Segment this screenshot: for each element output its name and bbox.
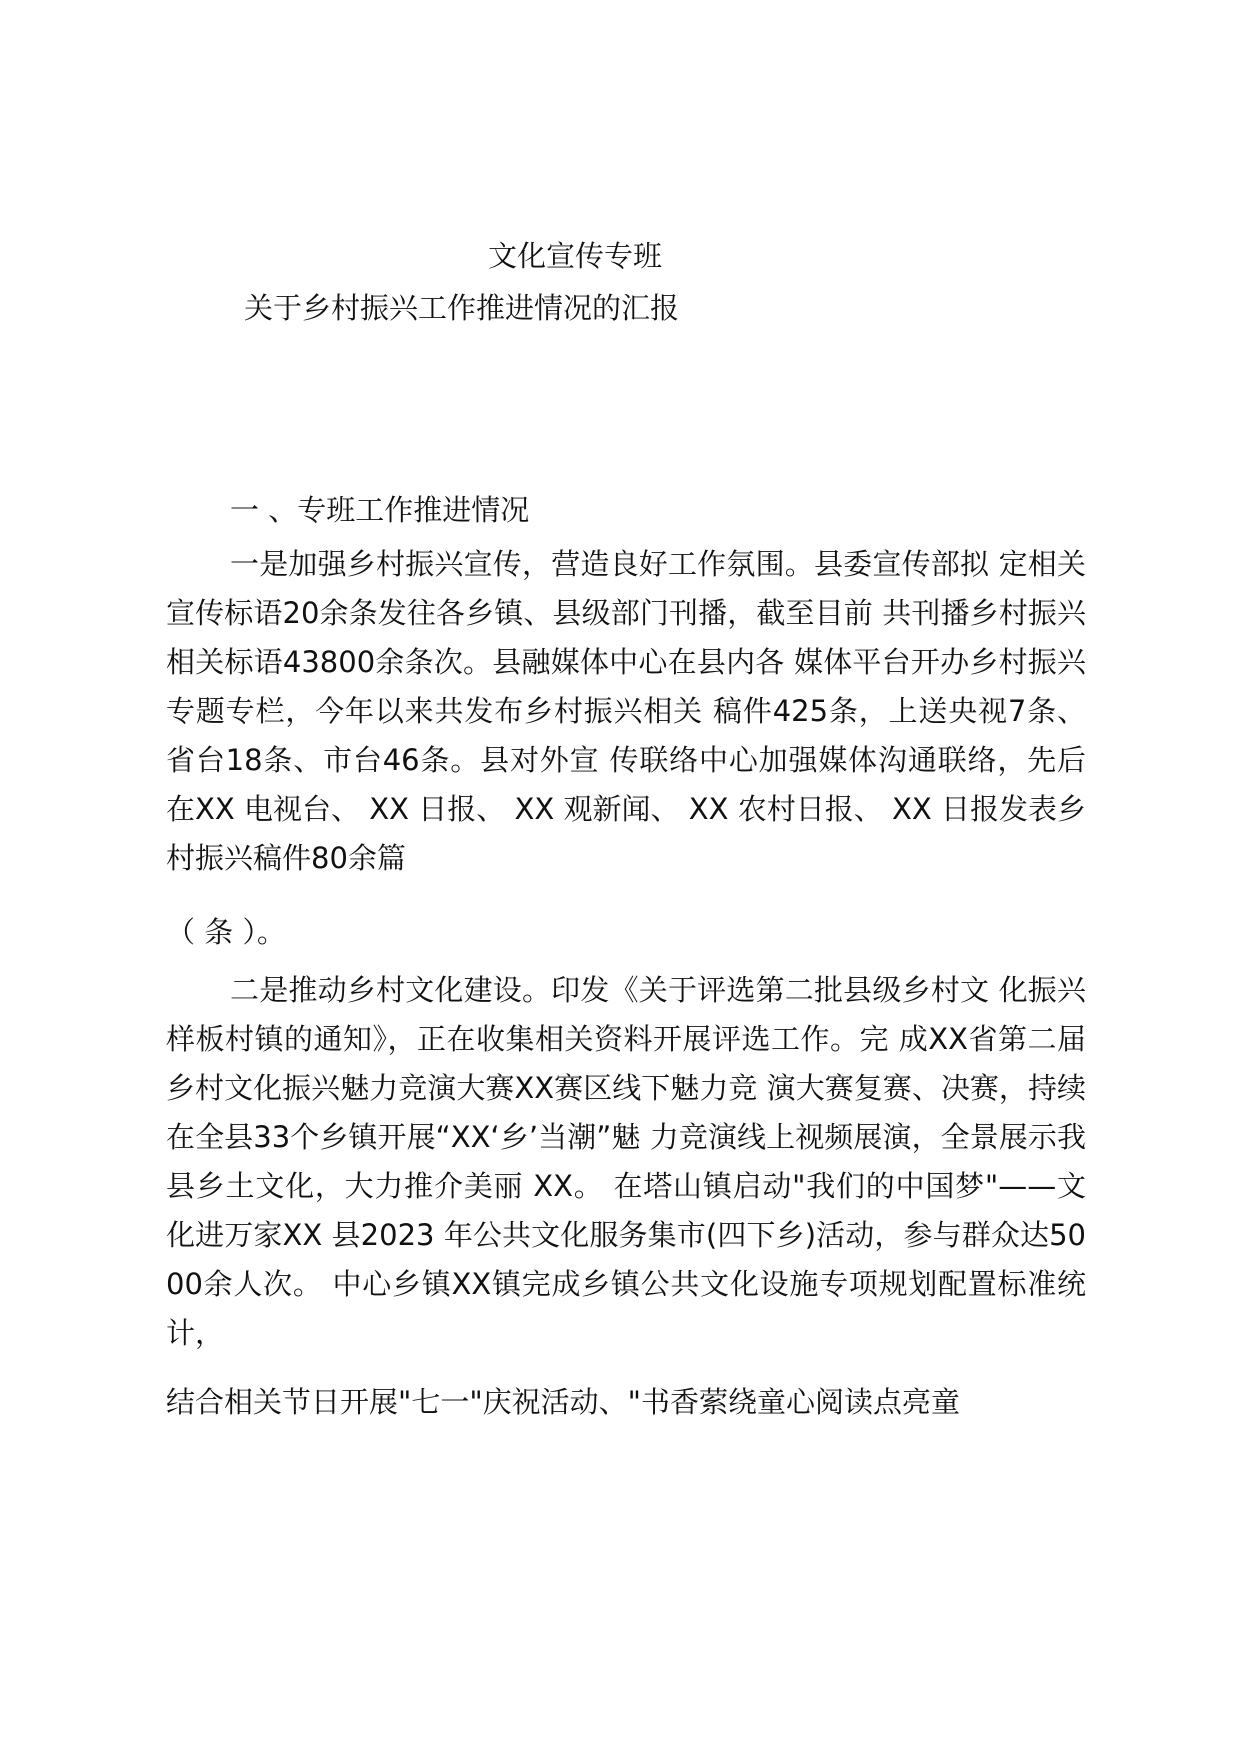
paragraph-1: 一是加强乡村振兴宣传，营造良好工作氛围。县委宣传部拟 定相关宣传标语20余条发往各乡镇、县级部门刊播，截至目前 共刊播乡村振兴相关标语43800余条次。县融媒体中心在县内各 媒体平台开办乡村振兴专题专栏，今年以来共发布乡村振兴相关 稿件425条，上送央视7条、省台18条、市台46条。县对外宣 传联络中心加强媒体沟通联络，先后在XX 电视台、 XX 日报、 XX 观新闻、 XX 农村日报、 XX 日报发表乡村振兴稿件80余篇 <box>166 547 1086 875</box>
paragraph-2: 二是推动乡村文化建设。印发《关于评选第二批县级乡村文 化振兴样板村镇的通知》，正在收集相关资料开展评选工作。完 成XX省第二届乡村文化振兴魅力竞演大赛XX赛区线下魅力竞 演大赛复赛、决赛，持续在全县33个乡镇开展“XX‘乡’当潮”魅 力竞演线上视频展演，全景展示我县乡土文化，大力推介美丽 XX。 在塔山镇启动"我们的中国梦"——文化进万家XX 县2023 年公共文化服务集市(四下乡)活动，参与群众达5000余人次。 中心乡镇XX镇完成乡镇公共文化设施专项规划配置标准统计， <box>166 973 1086 1350</box>
document-title-line-1: 文化宣传专班 <box>488 239 663 273</box>
paragraph-3: 结合相关节日开展"七一"庆祝活动、"书香萦绕童心阅读点亮童 <box>166 1385 961 1419</box>
section-heading-1: 一 、专班工作推进情况 <box>230 493 530 527</box>
document-title-line-2: 关于乡村振兴工作推进情况的汇报 <box>244 291 680 325</box>
paragraph-1-tail: （ 条 ）。 <box>166 915 286 949</box>
